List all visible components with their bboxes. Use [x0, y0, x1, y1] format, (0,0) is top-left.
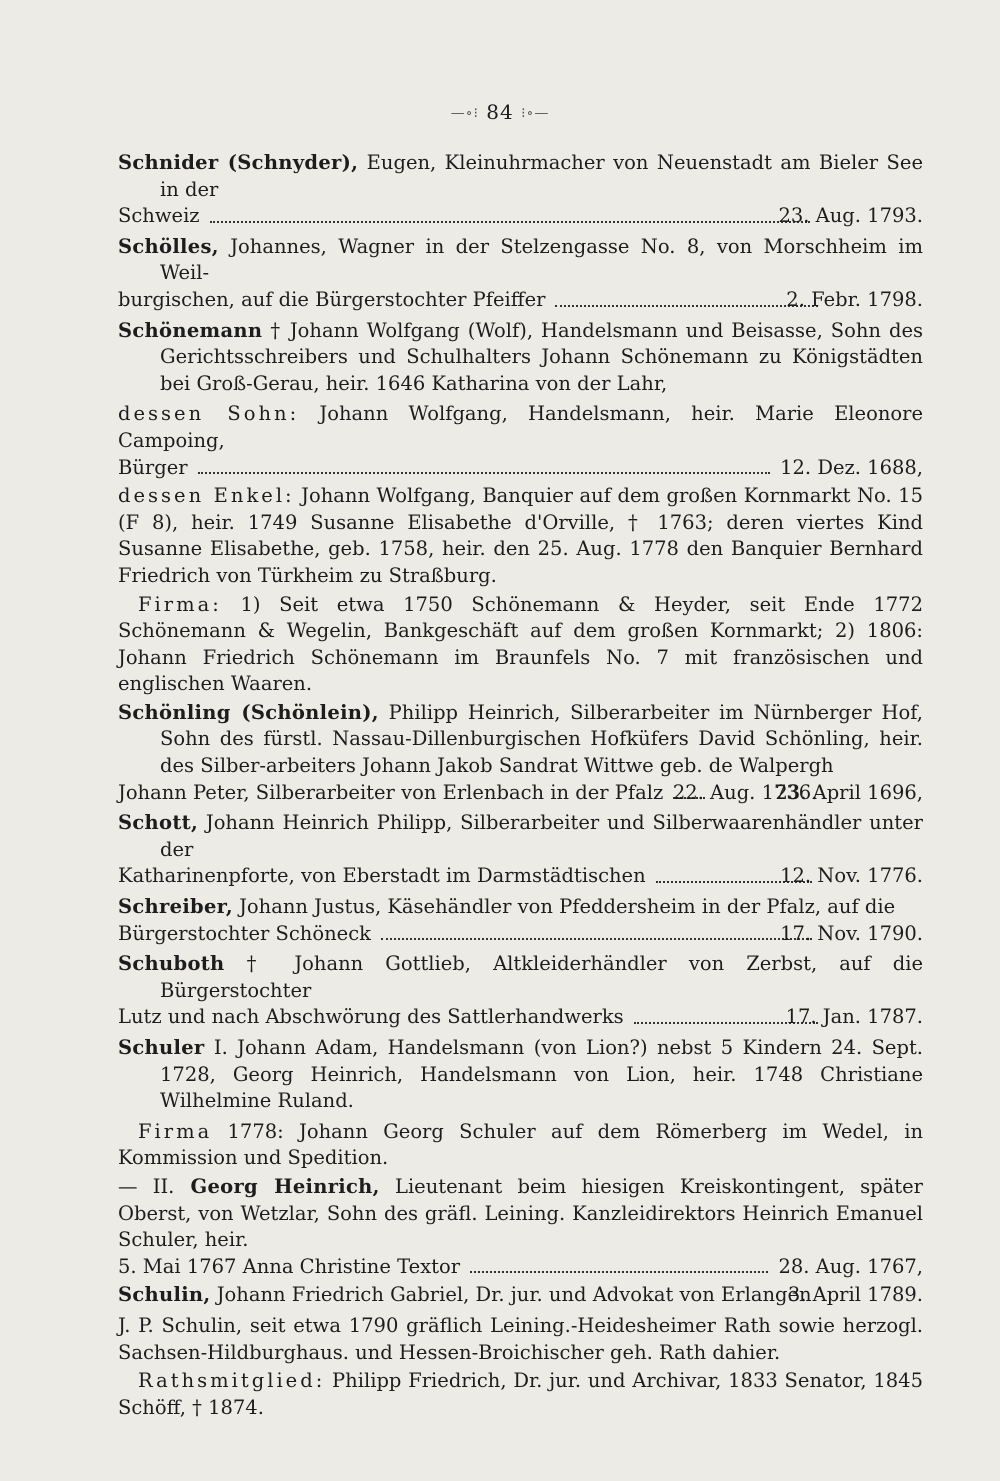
- entry-date: 12. Dez. 1688,: [780, 455, 923, 479]
- entry-dateline: [118, 780, 818, 807]
- entry-dateline: [118, 863, 923, 890]
- entry-date: 23. Aug. 1793.: [778, 204, 923, 228]
- leader-dots: [470, 1254, 768, 1274]
- firma-label: Firma: [138, 1119, 213, 1143]
- entry-dateline: [118, 455, 923, 482]
- firma-text: 1778: Johann Georg Schuler auf dem Römerberg im Wedel, in Kommission und Spedition.: [118, 1119, 923, 1170]
- sohn-label: dessen Sohn:: [118, 402, 300, 426]
- firma-label: Firma:: [138, 592, 222, 616]
- entry-schoelles: [118, 234, 923, 314]
- entry-dateline: [118, 921, 923, 948]
- entry-schott: [118, 810, 923, 890]
- entry-dateline: [118, 1282, 923, 1309]
- rath-text: Philipp Friedrich, Dr. jur. und Archivar, 1833 Senator, 1845 Schöff, † 1874.: [118, 1369, 923, 1419]
- ii-prefix: — II.: [118, 1174, 175, 1198]
- enkel-label: dessen Enkel:: [118, 484, 295, 508]
- leader-dots: [198, 455, 771, 475]
- entry-text: Eugen, Kleinuhrmacher von Neuenstadt am Bieler See in der: [160, 151, 923, 201]
- firma-text: 1) Seit etwa 1750 Schönemann & Heyder, seit Ende 1772 Schönemann & Wegelin, Bankgeschäft auf dem großen Kornmarkt; 2) 1806: Johann Friedrich Schönemann im Braunfels No. 7 mit französischen und englischen Waaren.: [118, 592, 923, 696]
- leader-dots: [555, 287, 818, 307]
- schulin-line2: [118, 1313, 923, 1366]
- entry-last-line: Johann Peter, Silberarbeiter von Erlenbach in der Pfalz: [118, 780, 664, 804]
- entry-schulin: [118, 1282, 923, 1309]
- entry-date: 2. Febr. 1798.: [786, 287, 923, 311]
- entry-name: Schönemann: [118, 318, 263, 342]
- page-body: [118, 150, 923, 1423]
- entry-text: † Johann Wolfgang (Wolf), Handelsmann und Beisasse, Sohn des Gerichtsschreibers und Schulhalters Johann Schönemann zu Königstädten bei Groß-Gerau, heir. 1646 Katharina von der Lahr,: [160, 318, 923, 395]
- entry-name: Schönling (Schönlein),: [118, 700, 379, 724]
- entry-date: 17. Nov. 1790.: [780, 921, 923, 945]
- entry-text: † Johann Gottlieb, Altkleiderhändler von Zerbst, auf die Bürgerstochter: [160, 952, 923, 1002]
- leader-dots: [210, 203, 811, 223]
- entry-name: Schreiber,: [118, 895, 233, 919]
- schoenemann-sohn: [118, 401, 923, 481]
- entry-text: Johann Heinrich Philipp, Silberarbeiter und Silberwaarenhändler unter der: [160, 811, 923, 861]
- entry-last-line: 5. Mai 1767 Anna Christine Textor: [118, 1254, 461, 1278]
- schulin-rath: [118, 1368, 923, 1421]
- entry-text: Johann Justus, Käsehändler von Pfeddersheim in der Pfalz, auf die: [232, 895, 896, 919]
- entry-schuler: [118, 1035, 923, 1115]
- entry-last-line: Katharinenpforte, von Eberstadt im Darmstädtischen: [118, 864, 646, 888]
- entry-text: Johann Friedrich Gabriel, Dr. jur. und Advokat von Erlangen: [210, 1283, 812, 1307]
- entry-date: 3. April 1789.: [787, 1283, 923, 1307]
- entry-schoenemann: [118, 318, 923, 398]
- entry-last-line: Schweiz: [118, 204, 200, 228]
- entry-date: 23. April 1696,: [775, 780, 923, 804]
- schuler-ii: [118, 1174, 923, 1280]
- entry-dateline: [118, 203, 923, 230]
- ii-name: Georg Heinrich,: [174, 1174, 380, 1198]
- entry-text: Johannes, Wagner in der Stelzengasse No. 8, von Morschheim im Weil-: [160, 234, 923, 285]
- entry-name: Schölles,: [118, 234, 219, 258]
- entry-date: 28. Aug. 1767,: [778, 1254, 923, 1278]
- rath-label: Rathsmitglied:: [138, 1369, 326, 1393]
- entry-name: Schnider (Schnyder),: [118, 151, 359, 174]
- entry-last-line: burgischen, auf die Bürgerstochter Pfeiffer: [118, 287, 546, 311]
- entry-schoenling: [118, 700, 923, 806]
- entry-date: 12. Nov. 1776.: [780, 864, 923, 888]
- entry-last-line: Bürger: [118, 455, 188, 479]
- entry-dateline: [118, 287, 923, 314]
- left-ornament: —∘⁝: [450, 105, 479, 122]
- leader-dots: [381, 921, 812, 941]
- schoenemann-enkel: [118, 483, 923, 589]
- entry-text: I. Johann Adam, Handelsmann (von Lion?) nebst 5 Kindern 24. Sept. 1728, Georg Heinrich, Handelsmann von Lion, heir. 1748 Christiane Wilhelmine Ruland.: [160, 1036, 923, 1113]
- entry-name: Schuboth: [118, 952, 225, 976]
- entry-schnider: [118, 150, 923, 230]
- entry-text: Philipp Heinrich, Silberarbeiter im Nürnberger Hof, Sohn des fürstl. Nassau-Dillenburgischen Hofküfers David Schönling, heir. des Silber-arbeiters Johann Jakob Sandrat Wittwe geb. de Walpergh: [160, 700, 923, 778]
- page-header: [0, 100, 1000, 124]
- sohn-text: Johann Wolfgang, Handelsmann, heir. Marie Eleonore Campoing,: [118, 402, 923, 452]
- entry-name: Schuler: [118, 1036, 205, 1059]
- entry-name: Schott,: [118, 811, 199, 835]
- page-number: 84: [486, 100, 514, 124]
- ii-text: Lieutenant beim hiesigen Kreiskontingent, später Oberst, von Wetzlar, Sohn des gräfl. Leining. Kanzleidirektors Heinrich Emanuel Schuler, heir.: [118, 1174, 923, 1252]
- entry-dateline: [118, 1254, 923, 1281]
- schulin-text: J. P. Schulin, seit etwa 1790 gräflich Leining.-Heidesheimer Rath sowie herzogl. Sachsen-Hildburghaus. und Hessen-Broichischer geh. Rath dahier.: [118, 1313, 923, 1364]
- schoenemann-firma: [118, 592, 923, 698]
- entry-dateline: [118, 1004, 923, 1031]
- entry-schuboth: [118, 951, 923, 1031]
- entry-last-line: Lutz und nach Abschwörung des Sattlerhandwerks: [118, 1005, 624, 1029]
- entry-date: 17. Jan. 1787.: [785, 1005, 923, 1029]
- entry-last-line: Bürgerstochter Schöneck: [118, 921, 371, 945]
- entry-schreiber: [118, 894, 923, 947]
- right-ornament: ⁝∘—: [521, 105, 550, 122]
- enkel-text: Johann Wolfgang, Banquier auf dem großen Kornmarkt No. 15 (F 8), heir. 1749 Susanne Elisabethe d'Orville, † 1763; deren viertes Kind Susanne Elisabethe, geb. 1758, heir. den 25. Aug. 1778 den Banquier Bernhard Friedrich von Türkheim zu Straßburg.: [118, 484, 923, 587]
- entry-date: 22. Aug. 1736.: [672, 780, 818, 804]
- schuler-firma: [118, 1119, 923, 1172]
- entry-name: Schulin,: [118, 1283, 211, 1307]
